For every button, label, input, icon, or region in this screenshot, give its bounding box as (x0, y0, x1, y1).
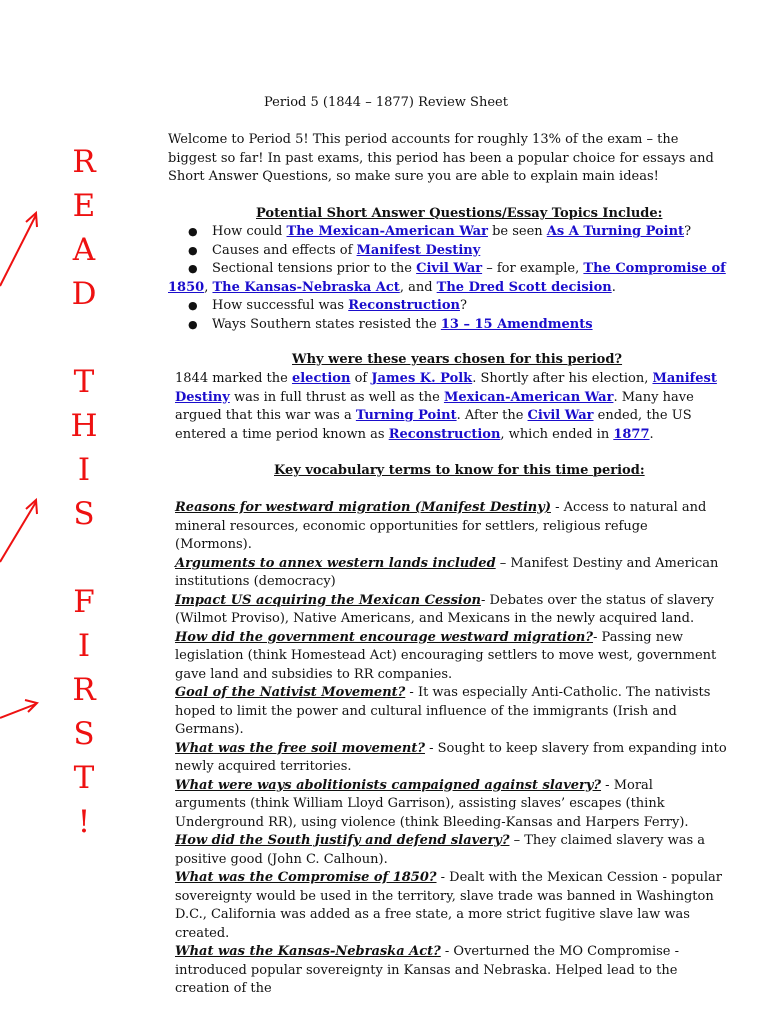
paragraph-text: . (649, 426, 654, 442)
list-item (168, 260, 728, 279)
read-this-first-annotation (62, 140, 106, 844)
list-item (168, 316, 728, 335)
link-compromise-of-1850-year[interactable]: 1850 (168, 279, 205, 295)
vocab-question: Impact US acquiring the Mexican Cession (175, 592, 481, 608)
annotation-letter: E (72, 188, 96, 224)
list-item (168, 242, 728, 261)
years-paragraph (175, 370, 723, 444)
vocab-item (175, 629, 727, 685)
item-text: be seen (487, 224, 547, 239)
annotation-letter (62, 316, 106, 360)
annotation-letter: R (72, 672, 96, 708)
link-compromise-of-1850[interactable]: The Compromise of (583, 261, 726, 276)
paragraph-text: . Many have argued that this war was a (175, 389, 694, 423)
link-civil-war-2[interactable]: Civil War (527, 408, 594, 423)
vocab-answer: - Passing new legislation (think Homestead Act) encouraging settlers to move west, government gave land and subsidies to RR companies. (175, 629, 717, 682)
link-manifest-destiny-2[interactable]: Manifest (652, 371, 717, 386)
vocab-answer: – Manifest Destiny and American institutions (democracy) (175, 555, 719, 589)
link-election[interactable]: election (291, 371, 351, 386)
link-james-k-polk[interactable]: James K. Polk (371, 371, 473, 386)
annotation-letter: T (73, 760, 95, 796)
list-item (168, 297, 728, 316)
annotation-letter: H (70, 408, 98, 444)
annotation-letter: F (73, 584, 95, 620)
annotation-letter: R (72, 144, 96, 180)
vocab-item (175, 740, 727, 777)
arrow-icon-bottom (0, 700, 37, 718)
intro-paragraph: Welcome to Period 5! This period accounts for roughly 13% of the exam – the biggest so far! In past exams, this period has been a popular choice for essays and Short Answer Questions, so make sure you are able to explain main ideas! (168, 132, 714, 184)
annotation-letter: D (71, 276, 97, 312)
link-manifest-destiny-2b[interactable]: Destiny (175, 389, 230, 405)
item-text: ? (459, 298, 467, 313)
item-text: ? (684, 224, 692, 239)
vocab-question: What were ways abolitionists campaigned against slavery? (175, 777, 602, 793)
link-13-15-amendments[interactable]: 13 – 15 Amendments (440, 316, 593, 332)
annotation-letter: S (73, 496, 95, 532)
vocab-question: What was the Kansas-Nebraska Act? (175, 944, 441, 959)
link-civil-war[interactable]: Civil War (416, 261, 483, 276)
list-item-continuation (168, 279, 728, 298)
vocab-item (175, 832, 727, 869)
paragraph-text: ended, the US entered a time period known as (175, 408, 692, 442)
vocab-answer: - Moral arguments (think William Lloyd Garrison), assisting slaves’ escapes (think Underground RR), using violence (think Bleeding-Kansas and Harpers Ferry). (175, 777, 689, 830)
topics-list (168, 223, 728, 334)
paragraph-text: . After the (456, 408, 528, 423)
link-dred-scott-decision[interactable]: The Dred Scott decision (436, 279, 612, 295)
annotation-letter: I (77, 452, 91, 488)
list-item (168, 223, 728, 242)
vocab-answer: – They claimed slavery was a positive good (John C. Calhoun). (175, 833, 706, 867)
item-text: Ways Southern states resisted the (212, 316, 441, 332)
vocab-question: Reasons for westward migration (Manifest Destiny) (175, 500, 551, 515)
vocab-item (175, 592, 727, 629)
arrow-icon-top (0, 213, 37, 286)
link-turning-point-2[interactable]: Turning Point (355, 408, 457, 423)
item-text: – for example, (482, 261, 584, 276)
item-text: , (204, 279, 213, 295)
annotation-letter (62, 536, 106, 580)
vocab-answer: - Sought to keep slavery from expanding into newly acquired territories. (175, 740, 727, 774)
vocab-item (175, 777, 727, 833)
vocab-question: How did the government encourage westward migration? (175, 629, 593, 645)
vocab-question: Arguments to annex western lands included (175, 555, 496, 571)
paragraph-text: . Shortly after his election, (472, 371, 653, 386)
vocab-question: How did the South justify and defend slavery? (175, 833, 510, 848)
paragraph-text: , which ended in (500, 426, 614, 442)
link-kansas-nebraska-act[interactable]: The Kansas-Nebraska Act (212, 279, 400, 295)
link-reconstruction[interactable]: Reconstruction (348, 298, 460, 313)
vocab-item (175, 869, 727, 943)
vocab-answer: - Access to natural and mineral resources, economic opportunities for settlers, religious refuge (Mormons). (175, 500, 707, 552)
link-mexican-american-war-2[interactable]: Mexican-American War (443, 389, 614, 405)
link-turning-point[interactable]: As A Turning Point (546, 224, 685, 239)
paragraph-text: 1844 marked the (175, 371, 292, 386)
vocab-question: Goal of the Nativist Movement? (175, 685, 406, 700)
annotation-letter: I (77, 628, 91, 664)
vocab-answer: - Debates over the status of slavery (Wilmot Proviso), Native Americans, and Mexicans in the newly acquired land. (175, 592, 715, 626)
arrow-icon-middle (0, 500, 37, 562)
item-text: . (611, 279, 616, 295)
item-text: , and (399, 279, 437, 295)
vocab-answer: - It was especially Anti-Catholic. The nativists hoped to limit the power and cultural influence of the immigrants (Irish and Germans). (175, 685, 711, 737)
vocab-item (175, 499, 727, 555)
page-title: Period 5 (1844 – 1877) Review Sheet (264, 95, 508, 110)
link-reconstruction-2[interactable]: Reconstruction (388, 426, 501, 442)
annotation-letter: T (73, 364, 95, 400)
link-manifest-destiny[interactable]: Manifest Destiny (356, 242, 481, 258)
annotation-letter: S (73, 716, 95, 752)
section-heading-topics: Potential Short Answer Questions/Essay Topics Include: (256, 206, 663, 221)
paragraph-text: of (350, 371, 372, 386)
section-heading-years: Why were these years chosen for this period? (292, 352, 623, 367)
link-mexican-american-war[interactable]: The Mexican-American War (286, 224, 488, 239)
vocab-item (175, 555, 727, 592)
item-text: Sectional tensions prior to the (212, 261, 417, 276)
vocab-item (175, 943, 727, 999)
vocab-question: What was the free soil movement? (175, 740, 425, 756)
link-1877[interactable]: 1877 (613, 426, 650, 442)
vocab-question: What was the Compromise of 1850? (175, 870, 437, 885)
annotation-letter: A (72, 232, 96, 268)
section-heading-vocabulary: Key vocabulary terms to know for this time period: (274, 463, 645, 478)
vocab-answer: - Dealt with the Mexican Cession - popular sovereignty would be used in the territory, slave trade was banned in Washington D.C., California was added as a free state, a more strict fugitive slave law was created. (175, 870, 722, 941)
vocab-answer: - Overturned the MO Compromise - introduced popular sovereignty in Kansas and Nebraska. Helped lead to the creation of the (175, 944, 680, 996)
vocab-item (175, 684, 727, 740)
item-text: How successful was (212, 298, 349, 313)
paragraph-text: was in full thrust as well as the (229, 389, 444, 405)
annotation-letter: ! (77, 804, 91, 840)
vocabulary-list (175, 499, 727, 999)
item-text: How could (212, 224, 287, 239)
item-text: Causes and effects of (212, 242, 357, 258)
